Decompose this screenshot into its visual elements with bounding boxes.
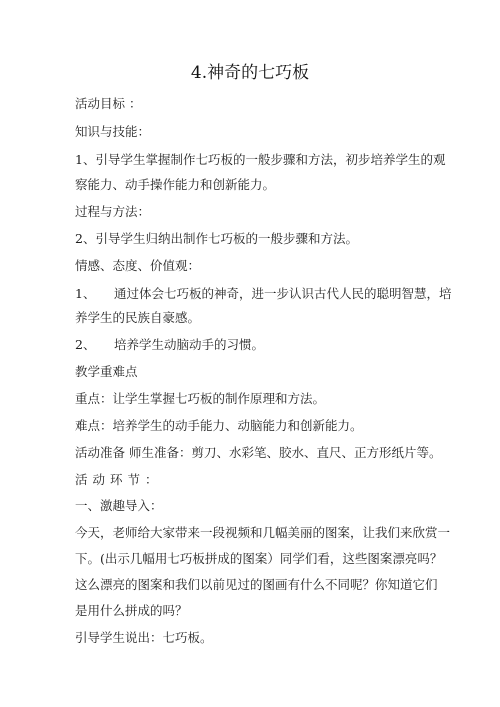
text-line-guide-answer: 引导学生说出：七巧板。: [75, 630, 213, 645]
text-line-para-4: 是用什么拼成的吗？: [75, 603, 188, 618]
text-line-preparation: 活动准备 师生准备：剪刀、水彩笔、胶水、直尺、正方形纸片等。: [75, 445, 442, 460]
text-line-key-point: 重点：让学生掌握七巧板的制作原理和方法。: [75, 391, 326, 406]
list-item-2-text: 培养学生动脑动手的习惯。: [114, 337, 265, 352]
list-item-2-number: 2、: [75, 337, 96, 352]
text-line-key-difficult: 教学重难点: [75, 364, 138, 379]
list-item-2: [75, 337, 435, 353]
text-line-difficult-point: 难点：培养学生的动手能力、动脑能力和创新能力。: [75, 418, 363, 433]
text-line-emotion-attitude: 情感、态度、价值观：: [75, 258, 201, 273]
text-line-activity-steps: 活动环节：: [75, 472, 163, 487]
text-line-goal-1b: 察能力、动手操作能力和创新能力。: [75, 177, 276, 192]
text-line-section-intro: 一、激趣导入：: [75, 498, 163, 513]
text-line-goal-2: 2、引导学生归纳出制作七巧板的一般步骤和方法。: [75, 231, 358, 246]
text-line-goal-1a: 1、引导学生掌握制作七巧板的一般步骤和方法，初步培养学生的观: [75, 152, 446, 167]
text-line-activity-goal: 活动目标 ：: [75, 96, 142, 111]
text-line-item-1-cont: 养学生的民族自豪感。: [75, 310, 201, 325]
text-line-process-method: 过程与方法：: [75, 204, 151, 219]
text-line-para-2: 下。(出示几幅用七巧板拼成的图案）同学们看，这些图案漂亮吗？: [75, 551, 443, 566]
list-item-1: [75, 286, 452, 302]
text-line-knowledge-skills: 知识与技能：: [75, 124, 151, 139]
text-line-para-1: 今天，老师给大家带来一段视频和几幅美丽的图案，让我们来欣赏一: [75, 525, 451, 540]
list-item-1-text: 通过体会七巧板的神奇，进一步认识古代人民的聪明智慧，培: [114, 286, 452, 301]
list-item-1-number: 1、: [75, 286, 96, 301]
document-title: 4.神奇的七巧板: [190, 63, 310, 83]
text-line-para-3: 这么漂亮的图案和我们以前见过的图画有什么不同呢？你知道它们: [75, 577, 438, 592]
